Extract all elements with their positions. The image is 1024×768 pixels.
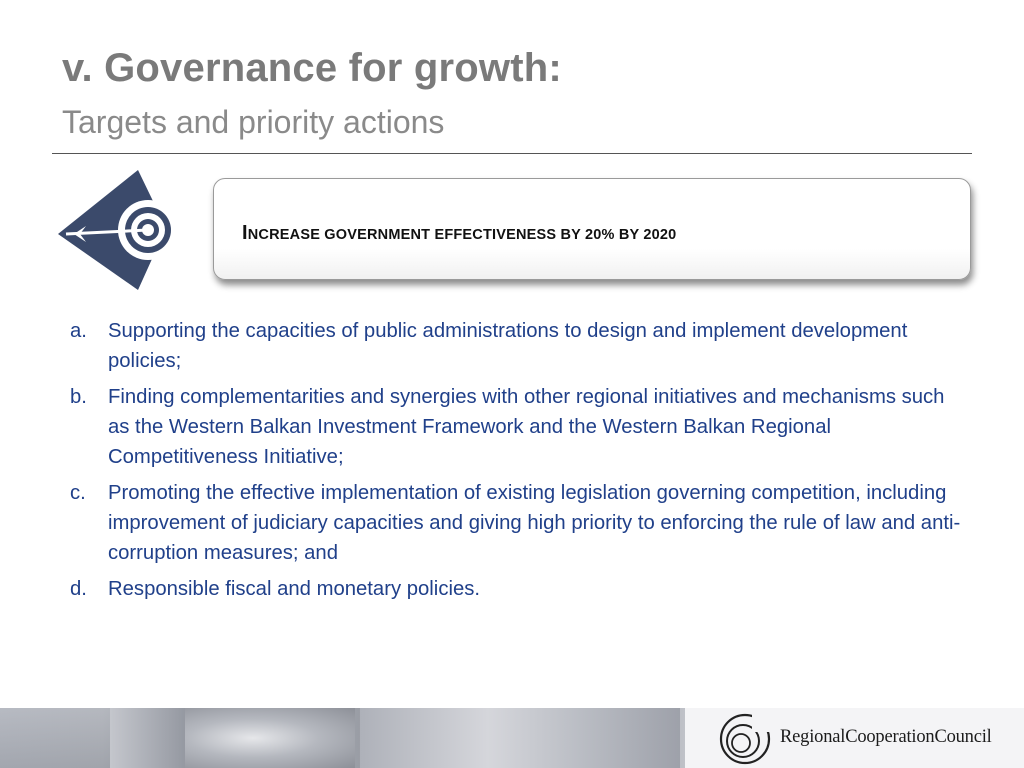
footer-photo xyxy=(0,708,110,768)
slide-subtitle: Targets and priority actions xyxy=(62,104,445,140)
title-divider xyxy=(52,153,972,154)
list-item xyxy=(70,382,970,472)
list-marker: d. xyxy=(70,578,87,600)
target-arrow-icon xyxy=(56,168,181,292)
priority-actions-list xyxy=(70,316,970,610)
rcc-logo-icon xyxy=(718,712,772,766)
list-marker: a. xyxy=(70,320,87,342)
slide-title: v. Governance for growth: xyxy=(62,46,562,90)
footer-photo xyxy=(185,708,355,768)
list-item-text: Responsible fiscal and monetary policies. xyxy=(108,578,481,600)
list-marker: b. xyxy=(70,386,87,408)
list-item-text: Promoting the effective implementation of existing legislation governing competition, including improvement of judiciary capacities and giving high priority to enforcing the rule of law and anti-corruption measures; and xyxy=(108,482,961,564)
rcc-logo-text: RegionalCooperationCouncil xyxy=(780,727,992,747)
target-callout xyxy=(213,178,971,280)
list-item xyxy=(70,574,970,604)
list-item-text: Supporting the capacities of public administrations to design and implement development policies; xyxy=(108,320,908,372)
target-statement: INCREASE GOVERNMENT EFFECTIVENESS BY 20% BY 2020 xyxy=(242,222,677,244)
footer-photo xyxy=(360,708,680,768)
list-item-text: Finding complementarities and synergies with other regional initiatives and mechanisms such as the Western Balkan Investment Framework and the Western Balkan Regional Competitiveness Initiative; xyxy=(108,386,945,468)
list-item xyxy=(70,478,970,568)
list-marker: c. xyxy=(70,482,86,504)
list-item xyxy=(70,316,970,376)
